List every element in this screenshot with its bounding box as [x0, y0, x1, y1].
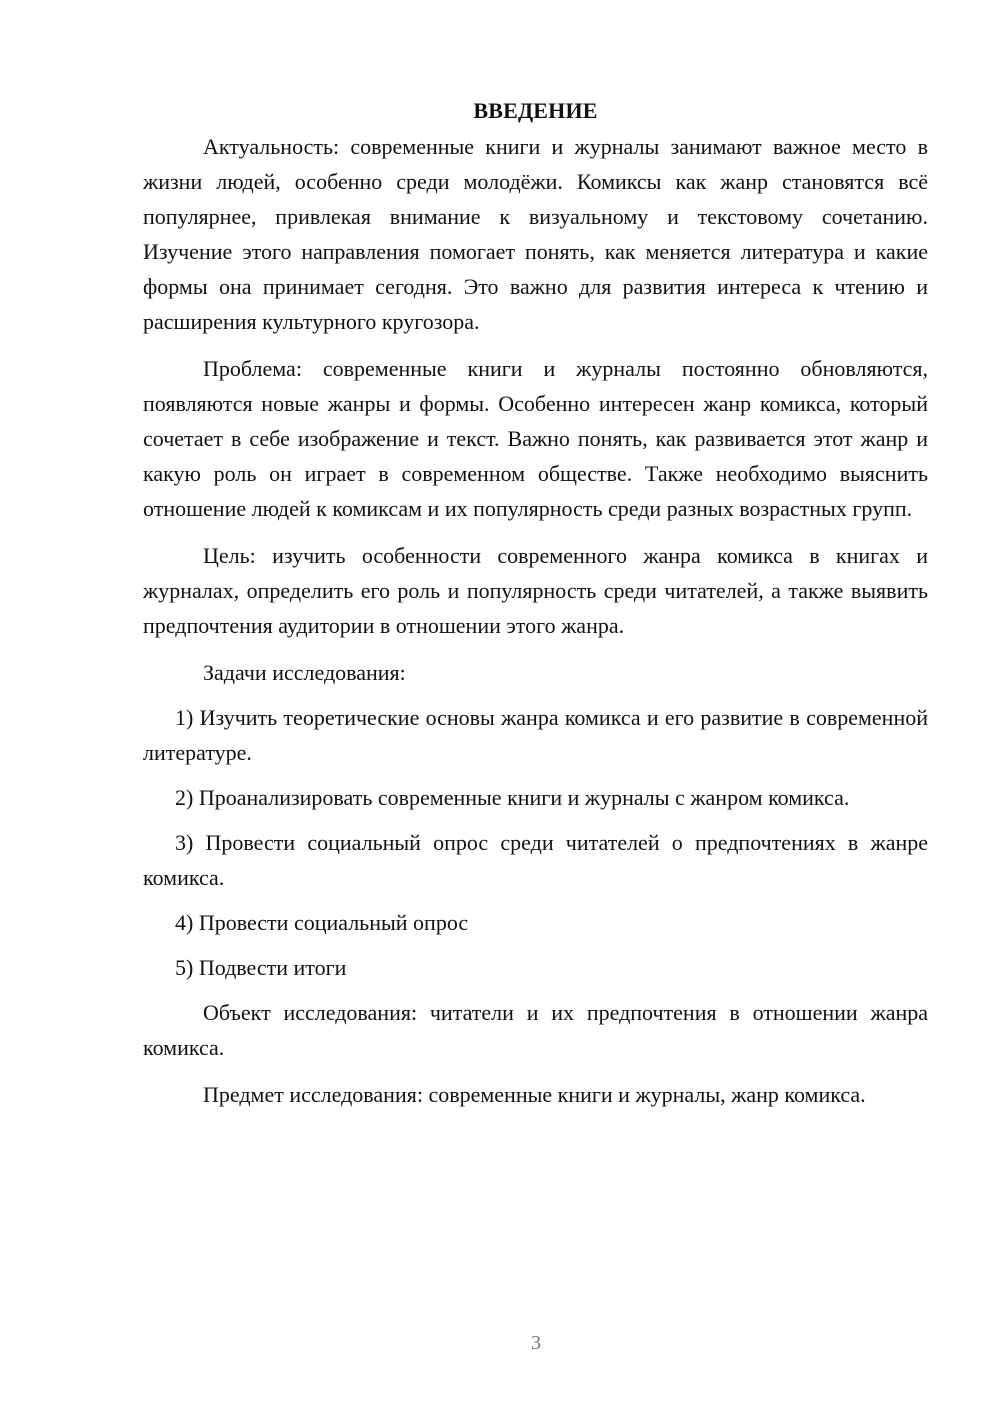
problem-paragraph: Проблема: современные книги и журналы постоянно обновляются, появляются новые жанры и формы. Особенно интересен жанр комикса, который сочетает в себе изображение и текст. Важно понять, как развивается этот жанр и какую роль он играет в современном обществе. Также необходимо выяснить отношение людей к комиксам и их популярность среди разных возрастных групп.: [143, 356, 928, 521]
page-title: ВВЕДЕНИЕ: [473, 98, 598, 123]
goal-paragraph: Цель: изучить особенности современного жанра комикса в книгах и журналах, определить его роль и популярность среди читателей, а также выявить предпочтения аудитории в отношении этого жанра.: [143, 543, 928, 638]
tasks-heading: Задачи исследования:: [203, 660, 406, 685]
task-list-item: 3) Провести социальный опрос среди читателей о предпочтениях в жанре комикса.: [143, 830, 928, 890]
task-list-item: 4) Провести социальный опрос: [175, 910, 469, 935]
task-list-item: 5) Подвести итоги: [175, 955, 347, 980]
task-list-item: 1) Изучить теоретические основы жанра комикса и его развитие в современной литературе.: [143, 705, 928, 765]
task-list-item: 2) Проанализировать современные книги и журналы с жанром комикса.: [175, 785, 850, 810]
relevance-paragraph: Актуальность: современные книги и журналы занимают важное место в жизни людей, особенно среди молодёжи. Комиксы как жанр становятся всё популярнее, привлекая внимание к визуальному и текстовому сочетанию. Изучение этого направления помогает понять, как меняется литература и какие формы она принимает сегодня. Это важно для развития интереса к чтению и расширения культурного кругозора.: [143, 134, 928, 334]
object-paragraph: Объект исследования: читатели и их предпочтения в отношении жанра комикса.: [143, 1000, 928, 1060]
subject-paragraph: Предмет исследования: современные книги и журналы, жанр комикса.: [203, 1082, 866, 1107]
page-number: 3: [531, 1332, 541, 1354]
page-content: [143, 95, 928, 1112]
